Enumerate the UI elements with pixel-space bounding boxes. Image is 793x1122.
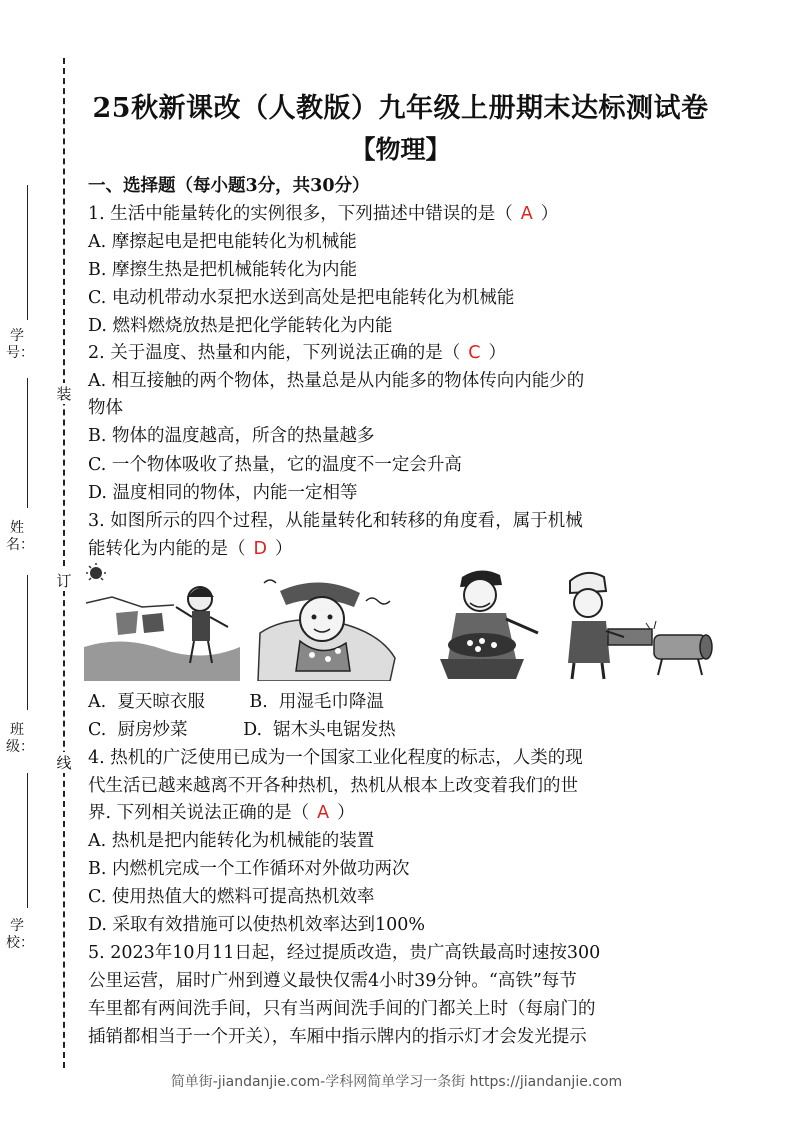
student-id-underline: [27, 185, 28, 320]
question-5-stem-cont-2: 车里都有两间洗手间，只有当两间洗手间的门都关上时（每扇门的: [88, 999, 596, 1019]
question-4-stem-cont-2: 界. 下列相关说法正确的是（ A ）: [88, 803, 355, 823]
binding-char-ding: 订: [56, 572, 72, 590]
section-heading: 一、选择题（每小题3分，共30分）: [88, 176, 370, 196]
binding-char-xian: 线: [56, 754, 72, 772]
question-1-option-d: D. 燃料燃烧放热是把化学能转化为内能: [88, 316, 393, 336]
class-label: 班级：: [6, 722, 34, 755]
question-4-stem: 4. 热机的广泛使用已成为一个国家工业化程度的标志，人类的现: [88, 748, 583, 768]
name-underline: [27, 378, 28, 508]
figure-drying-clothes: [82, 563, 242, 681]
question-1-option-a: A. 摩擦起电是把电能转化为机械能: [88, 232, 357, 252]
question-2-option-d: D. 温度相同的物体，内能一定相等: [88, 483, 358, 503]
binding-dashed-line: [63, 58, 65, 1068]
question-1-option-b: B. 摩擦生热是把机械能转化为内能: [88, 260, 357, 280]
class-underline: [27, 575, 28, 710]
figure-kitchen-cooking: [420, 563, 560, 681]
question-4-option-c: C. 使用热值大的燃料可提高热机效率: [88, 887, 375, 907]
question-1-stem: 1. 生活中能量转化的实例很多，下列描述中错误的是（ A ）: [88, 204, 559, 224]
question-3-figures: [88, 563, 713, 681]
figure-wet-towel: [250, 563, 400, 681]
page-subtitle: 【物理】: [350, 135, 451, 164]
page-footer: 简单街-jiandanjie.com-学科网简单学习一条街 https://jiandanjie.com: [170, 1074, 623, 1090]
question-3-options-row-1: A. 夏天晾衣服 B. 用湿毛巾降温: [88, 692, 384, 712]
question-5-stem-cont-3: 插销都相当于一个开关），车厢中指示牌内的指示灯才会发光提示: [88, 1027, 587, 1047]
question-2-option-c: C. 一个物体吸收了热量，它的温度不一定会升高: [88, 455, 462, 475]
question-1-answer: A: [520, 204, 533, 224]
question-5-stem-cont-1: 公里运营，届时广州到遵义最快仅需4小时39分钟。“高铁”每节: [88, 971, 577, 991]
binding-margin: [0, 0, 80, 1122]
student-id-label: 学号：: [6, 328, 34, 361]
question-3-answer: D: [253, 539, 267, 559]
figure-electric-saw: [562, 563, 714, 681]
question-2-stem: 2. 关于温度、热量和内能，下列说法正确的是（ C ）: [88, 343, 506, 363]
page-title: 25秋新课改（人教版）九年级上册期末达标测试卷: [92, 93, 709, 124]
question-5-stem: 5. 2023年10月11日起，经过提质改造，贵广高铁最高时速按300: [88, 943, 601, 963]
question-2-option-a-cont: 物体: [88, 398, 123, 418]
binding-char-zhuang: 装: [56, 385, 72, 403]
question-4-option-b: B. 内燃机完成一个工作循环对外做功两次: [88, 859, 410, 879]
question-4-option-d: D. 采取有效措施可以使热机效率达到100%: [88, 915, 426, 935]
name-label: 姓名：: [6, 520, 34, 553]
question-4-option-a: A. 热机是把内能转化为机械能的装置: [88, 831, 375, 851]
question-2-option-a: A. 相互接触的两个物体，热量总是从内能多的物体传向内能少的: [88, 371, 585, 391]
question-4-answer: A: [317, 803, 330, 823]
question-3-stem-cont: 能转化为内能的是（ D ）: [88, 539, 293, 559]
question-2-answer: C: [468, 343, 481, 363]
question-2-option-b: B. 物体的温度越高，所含的热量越多: [88, 426, 375, 446]
school-label: 学校：: [6, 918, 34, 951]
question-4-stem-cont-1: 代生活已越来越离不开各种热机，热机从根本上改变着我们的世: [88, 776, 578, 796]
school-underline: [27, 773, 28, 908]
question-1-option-c: C. 电动机带动水泵把水送到高处是把电能转化为机械能: [88, 288, 515, 308]
question-3-stem: 3. 如图所示的四个过程，从能量转化和转移的角度看，属于机械: [88, 511, 583, 531]
question-3-options-row-2: C. 厨房炒菜 D. 锯木头电锯发热: [88, 720, 396, 740]
